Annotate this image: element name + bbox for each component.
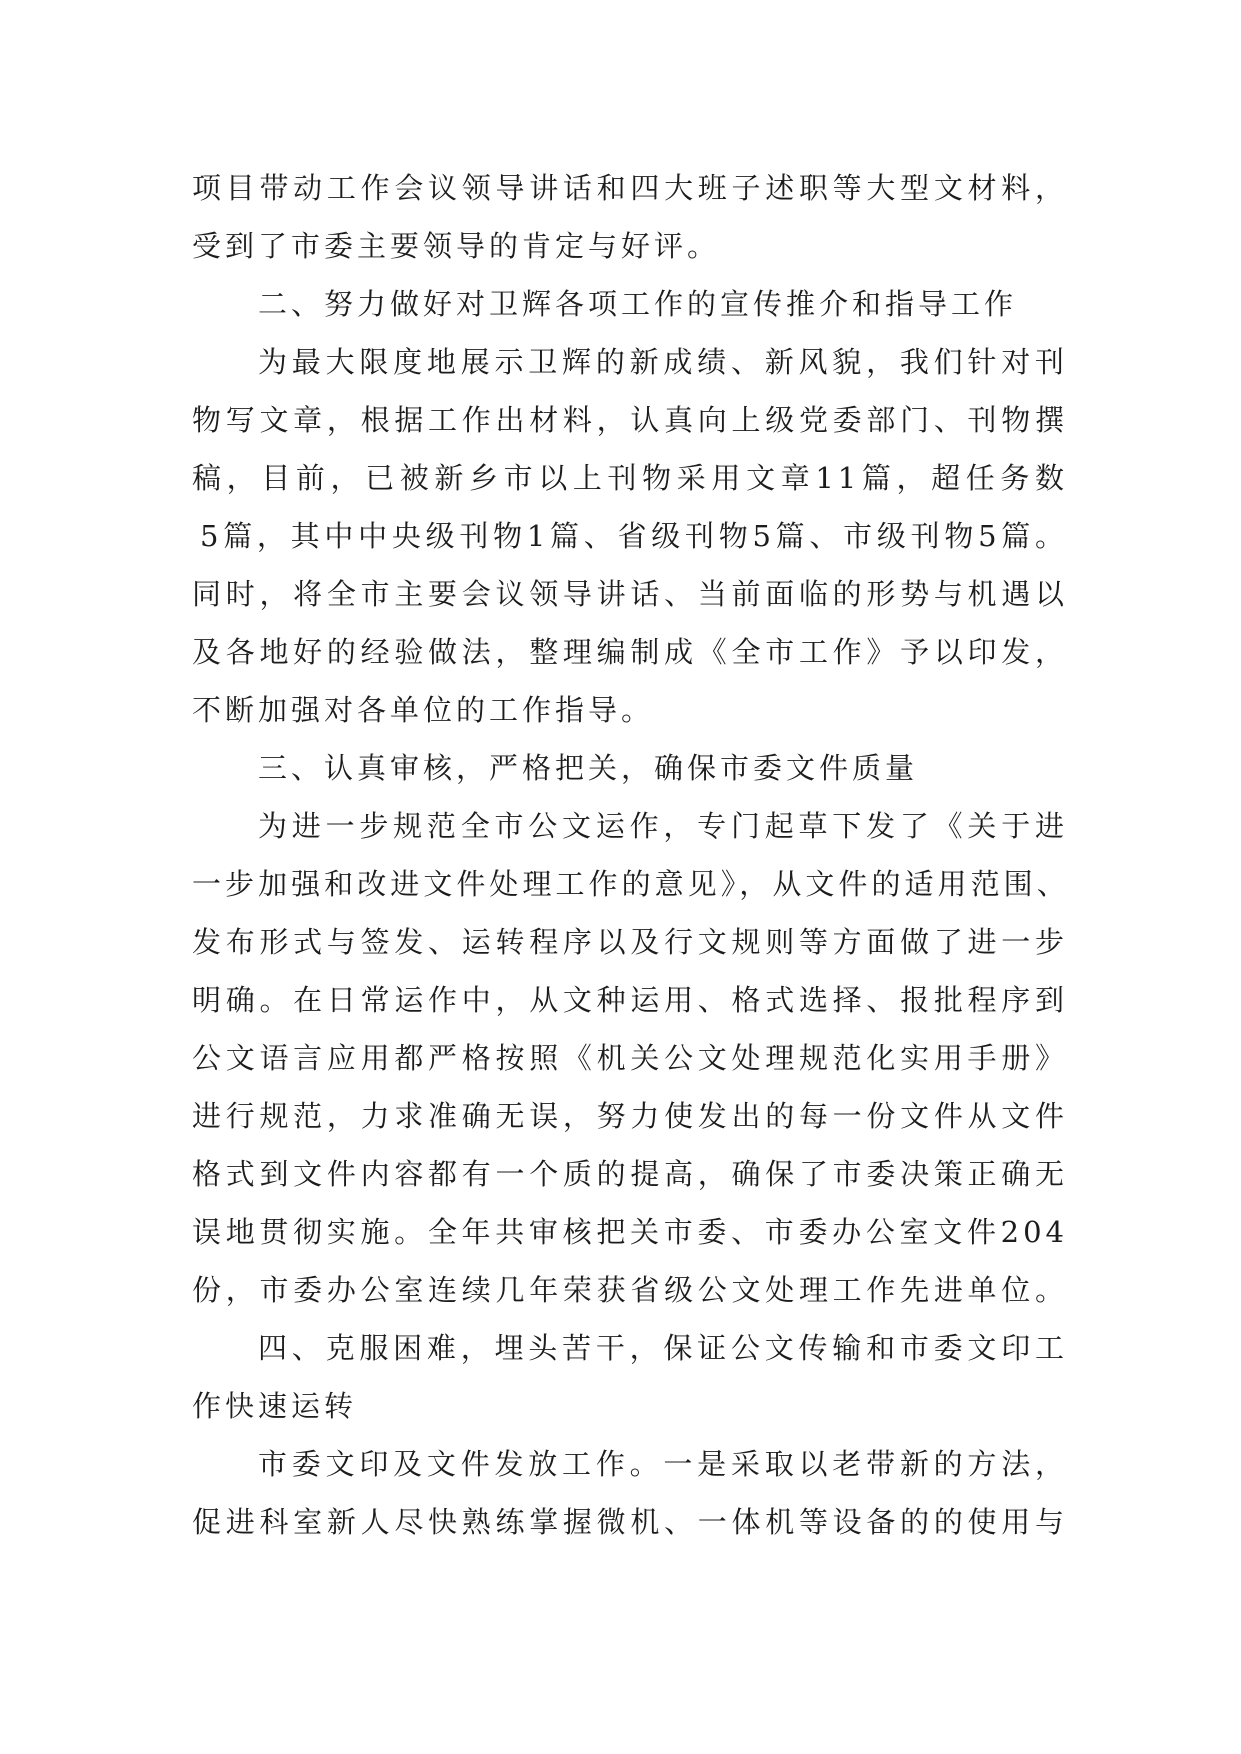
paragraph [192, 1435, 1068, 1551]
paragraph [192, 159, 1068, 275]
paragraph-line: 受到了市委主要领导的肯定与好评。 [192, 229, 721, 263]
paragraph-line: 一步加强和改进文件处理工作的意见》，从文件的适用范围、 [192, 867, 1068, 901]
section-heading: 四、克服困难，埋头苦干，保证公文传输和市委文印工 [258, 1331, 1068, 1365]
paragraph [192, 333, 1068, 739]
paragraph-line: 同时，将全市主要会议领导讲话、当前面临的形势与机遇以 [192, 577, 1068, 611]
paragraph-line: 为最大限度地展示卫辉的新成绩、新风貌，我们针对刊 [258, 345, 1068, 379]
paragraph-line: 不断加强对各单位的工作指导。 [192, 693, 655, 727]
section-heading: 作快速运转 [192, 1389, 358, 1423]
paragraph-line: 公文语言应用都严格按照《机关公文处理规范化实用手册》 [192, 1041, 1068, 1075]
paragraph-line: 稿，目前，已被新乡市以上刊物采用文章11篇，超任务数 [192, 461, 1068, 495]
section-heading: 三、认真审核，严格把关，确保市委文件质量 [258, 751, 919, 785]
paragraph-line: 误地贯彻实施。全年共审核把关市委、市委办公室文件204 [192, 1215, 1068, 1249]
paragraph-line: 市委文印及文件发放工作。一是采取以老带新的方法， [258, 1447, 1068, 1481]
paragraph-line: 明确。在日常运作中，从文种运用、格式选择、报批程序到 [192, 983, 1068, 1017]
paragraph-line: 格式到文件内容都有一个质的提高，确保了市委决策正确无 [192, 1157, 1068, 1191]
paragraph-line: 物写文章，根据工作出材料，认真向上级党委部门、刊物撰 [192, 403, 1068, 437]
paragraph-line: 份，市委办公室连续几年荣获省级公文处理工作先进单位。 [192, 1273, 1068, 1307]
document-body [192, 159, 1068, 1551]
paragraph-line: 进行规范，力求准确无误，努力使发出的每一份文件从文件 [192, 1099, 1068, 1133]
paragraph-line: 5篇，其中中央级刊物1篇、省级刊物5篇、市级刊物5篇。 [200, 519, 1068, 553]
paragraph-line: 发布形式与签发、运转程序以及行文规则等方面做了进一步 [192, 925, 1068, 959]
section [192, 739, 1068, 1319]
section [192, 275, 1068, 739]
section [192, 1319, 1068, 1551]
paragraph-line: 及各地好的经验做法，整理编制成《全市工作》予以印发， [192, 635, 1068, 669]
paragraph-line: 为进一步规范全市公文运作，专门起草下发了《关于进 [258, 809, 1068, 843]
paragraph [192, 797, 1068, 1319]
paragraph-line: 促进科室新人尽快熟练掌握微机、一体机等设备的的使用与 [192, 1505, 1068, 1539]
section-heading: 二、努力做好对卫辉各项工作的宣传推介和指导工作 [258, 287, 1018, 321]
paragraph-line: 项目带动工作会议领导讲话和四大班子述职等大型文材料， [192, 171, 1068, 205]
